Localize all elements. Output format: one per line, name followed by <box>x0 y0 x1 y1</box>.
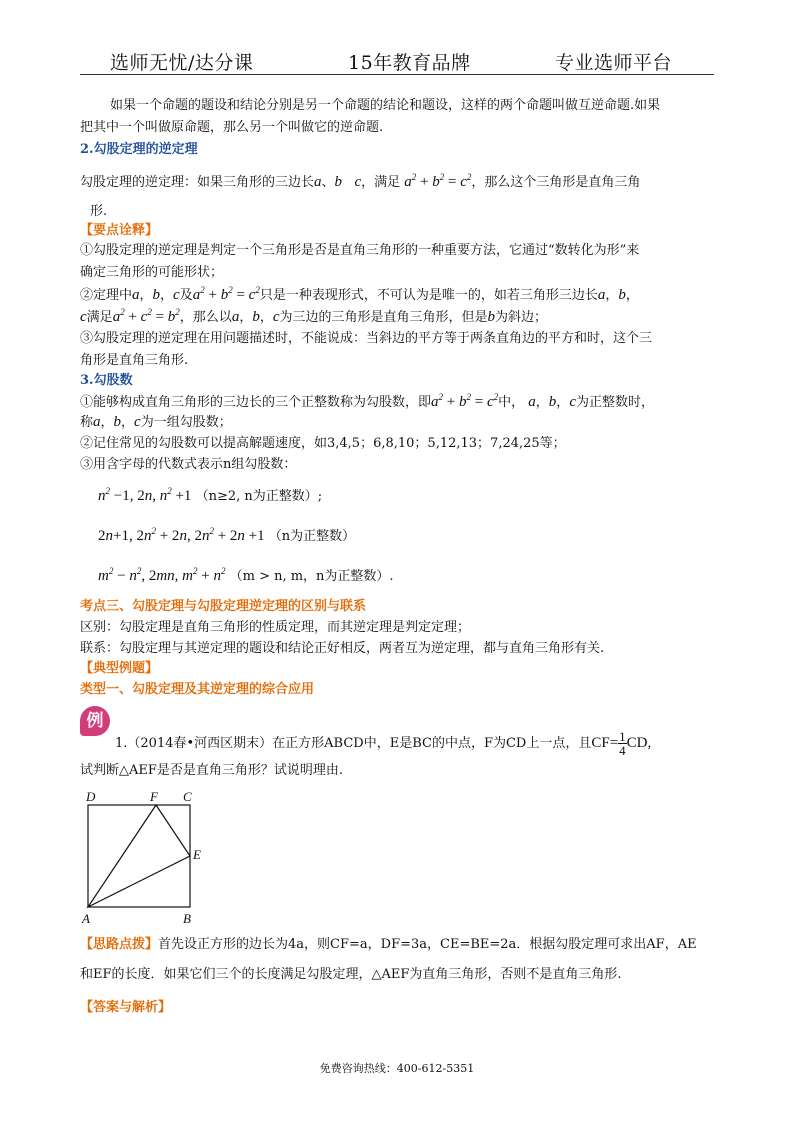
square-abcd-figure <box>80 785 220 925</box>
question-1-line-1: 1.（2014春•河西区期末）在正方形ABCD中，E是BC的中点，F为CD上一点，且CF= $\frac{1}{4}$ CD, <box>115 729 652 758</box>
header-mid: 15年教育品牌 <box>348 52 471 74</box>
label-a: A <box>82 911 90 925</box>
answer-title: 【答案与解析】 <box>80 1000 172 1015</box>
section-3-title: 3.勾股数 <box>80 373 133 388</box>
header-right: 专业选师平台 <box>555 52 673 74</box>
label-b: B <box>183 911 191 925</box>
key-point-2b: c满足$a^2 + c^2 = b^2$，那么以a，b，c为三边的三角形是直角三角形，但是b为斜边； <box>80 307 548 325</box>
relation-text: 联系：勾股定理与其逆定理的题设和结论正好相反，两者互为逆定理，都与直角三角形有关. <box>80 641 605 656</box>
converse-definition-end: 形. <box>90 204 108 219</box>
pythagorean-triple-def-b: 称a，b，c为一组勾股数； <box>80 414 232 430</box>
key-point-3a: ③勾股定理的逆定理在用问题描述时，不能说成：当斜边的平方等于两条直角边的平方和时，这个三 <box>80 331 653 346</box>
key-point-1a: ①勾股定理的逆定理是判定一个三角形是否是直角三角形的一种重要方法，它通过“数转化为形”来 <box>80 243 640 258</box>
label-c: C <box>183 789 192 804</box>
converse-definition: 勾股定理的逆定理：如果三角形的三边长a、b c，满足 $a^2 + b^2 = c^2$，那么这个三角形是直角三角 <box>80 172 641 190</box>
intro-line-2: 把其中一个叫做原命题，那么另一个叫做它的逆命题. <box>80 120 384 135</box>
examples-title: 【典型例题】 <box>80 661 159 676</box>
key-points-title: 【要点诠释】 <box>80 223 159 238</box>
triple-formula-2: 2n+1, $2n^2 + 2n$, $2n^2 + 2n +1$ （n为正整数） <box>98 526 356 544</box>
keypoint-3-title: 考点三、勾股定理与勾股定理逆定理的区别与联系 <box>80 599 367 614</box>
intro-line-1: 如果一个命题的题设和结论分别是另一个命题的结论和题设，这样的两个命题叫做互逆命题.如果 <box>110 98 661 113</box>
hint-line-2: 和EF的长度．如果它们三个的长度满足勾股定理，△AEF为直角三角形，否则不是直角三角形. <box>80 967 622 982</box>
triple-formula-3: $m^2 - n^2$, 2mn, $m^2 + n^2$ （m > n, m，n为正整数）. <box>98 566 394 584</box>
key-point-1b: 确定三角形的可能形状； <box>80 265 224 280</box>
label-f: F <box>150 789 158 804</box>
hint-line-1: 【思路点拨】首先设正方形的边长为4a，则CF=a，DF=3a，CE=BE=2a．根据勾股定理可求出AF，AE <box>80 937 697 952</box>
section-2-title: 2.勾股定理的逆定理 <box>80 142 198 157</box>
key-point-3b: 角形是直角三角形. <box>80 353 189 368</box>
square-abcd <box>88 805 190 907</box>
pythagorean-triple-def-a: ①能够构成直角三角形的三边长的三个正整数称为勾股数，即$a^2 + b^2 = c^2$中， a，b，c为正整数时， <box>80 392 654 410</box>
question-1-line-2: 试判断△AEF是否是直角三角形？试说明理由. <box>80 763 344 778</box>
footer-hotline: 免费咨询热线：400-612-5351 <box>319 1062 475 1075</box>
common-triples: ②记住常见的勾股数可以提高解题速度，如3,4,5；6,8,10；5,12,13；7,24,25等； <box>80 436 566 451</box>
triple-formula-intro: ③用含字母的代数式表示n组勾股数： <box>80 457 297 472</box>
page-header <box>80 44 714 75</box>
triple-formula-1: $n^2 -1$, 2n, $n^2 +1$ （n≥2, n为正整数）; <box>98 486 323 504</box>
label-d: D <box>86 789 96 804</box>
label-e: E <box>193 847 201 862</box>
example-badge: 例 <box>80 706 110 736</box>
key-point-2a: ②定理中a，b，c及$a^2 + b^2 = c^2$只是一种表现形式，不可认为是唯一的，如若三角形三边长a，b， <box>80 285 639 303</box>
triangle-aef <box>88 805 190 907</box>
type-1-title: 类型一、勾股定理及其逆定理的综合应用 <box>80 682 315 697</box>
difference-text: 区别：勾股定理是直角三角形的性质定理，而其逆定理是判定定理； <box>80 620 471 635</box>
header-left: 选师无忧/达分课 <box>110 52 254 74</box>
